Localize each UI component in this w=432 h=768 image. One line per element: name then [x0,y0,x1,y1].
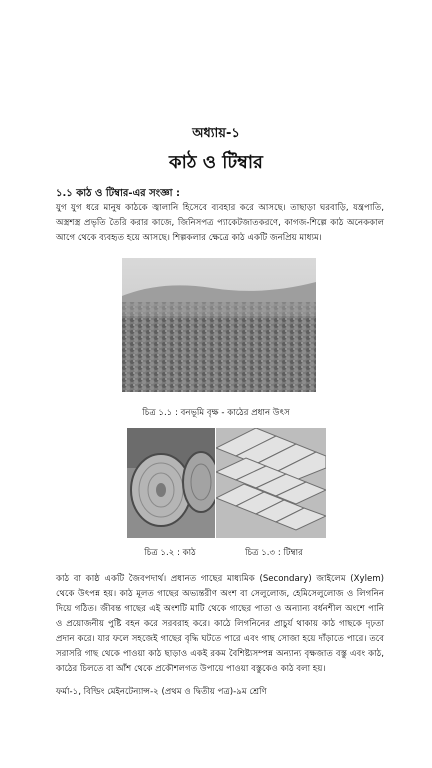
figure-caption: চিত্র ১.২ : কাঠ [144,548,196,558]
log-photo [127,428,215,538]
body-paragraph: কাঠ বা কাষ্ঠ একটি জৈবপদার্থ। প্রধানত গাছের মাধ্যমিক (Secondary) জাইলেম (Xylem) থেকে উৎপন্ন হয়। কাঠ মূলত গাছের অভ্যন্তরীণ অংশ বা সেলুলোজ, হেমিসেলুলোজ ও লিগনিন দিয়ে গঠিত। জীবন্ত গাছের এই অংশটি মাটি থেকে গাছের পাতা ও অন্যান্য বর্ধনশীল অংশে পানি ও প্রয়োজনীয় পুষ্টি বহন করে সরবরাহ করে। কাঠে লিগনিনের প্রাচুর্য থাকায় কাঠ গাছকে দৃঢ়তা প্রদান করে। যার ফলে সহজেই গাছের বৃদ্ধি ঘটতে পারে এবং গাছ সোজা হয়ে দাঁড়াতে পারে। তবে সরাসরি গাছ থেকে পাওয়া কাঠ ছাড়াও একই রকম বৈশিষ্ট্যসম্পন্ন অন্যান্য বৃক্ষজাত বস্তু এবং কাঠ, কাঠের চিলতে বা আঁশ থেকে প্রকৌশলগত উপায়ে পাওয়া বস্তুকেও কাঠ বলা হয়। [56,574,384,674]
chapter-label: অধ্যায়-১ [192,126,240,141]
figure-caption: চিত্র ১.৩ : টিম্বার [245,548,303,558]
intro-paragraph: যুগ যুগ ধরে মানুষ কাঠকে জ্বালানি হিসেবে ব্যবহার করে আসছে। তাছাড়া ঘরবাড়ি, যন্ত্রপাতি, অস্ত্রশস্ত্র প্রভৃতি তৈরি করার কাজে, জিনিসপত্র প্যাকেটজাতকরণে, কাগজ-শিল্পে কাঠ অনেককাল আগে থেকে ব্যবহৃত হয়ে আসছে। শিল্পকলার ক্ষেত্রে কাঠ একটি জনপ্রিয় মাধ্যম। [56,203,384,243]
page-footer: ফর্মা-১, বিল্ডিং মেইনটেন্যান্স-২ (প্রথম ও দ্বিতীয় পত্র)-৯ম শ্রেণি [56,687,267,697]
timber-photo [216,428,326,538]
section-heading: ১.১ কাঠ ও টিম্বার-এর সংজ্ঞা : [56,188,181,199]
forest-photo [122,258,316,392]
figure-caption: চিত্র ১.১ : বনভূমি বৃক্ষ - কাঠের প্রধান উৎস [142,408,290,418]
chapter-title: কাঠ ও টিম্বার [169,152,263,173]
